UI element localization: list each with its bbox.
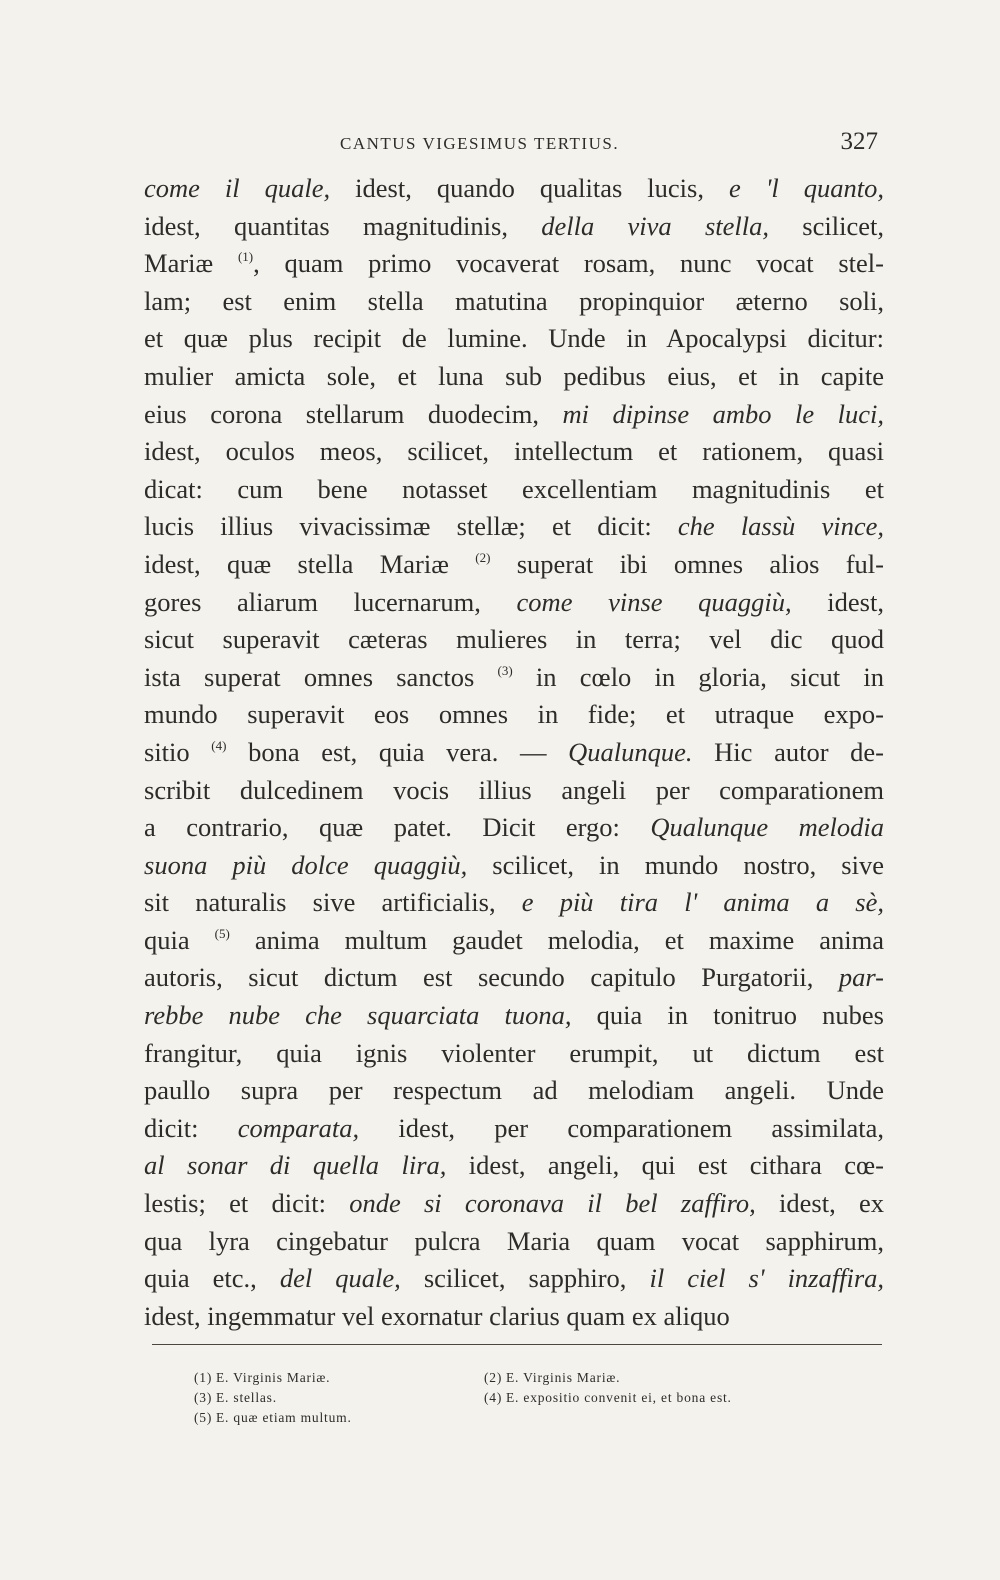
italic-quote: suona più dolce quaggiù,	[144, 849, 468, 880]
footnote-number: (5)	[194, 1410, 213, 1425]
text-run: idest, quæ stella Mariæ	[144, 548, 476, 579]
italic-quote: Qualunque.	[568, 736, 693, 767]
footnote-marker: (5)	[214, 925, 230, 941]
text-line	[144, 959, 884, 997]
text-run: lestis; et dicit:	[144, 1188, 350, 1219]
text-run: idest, angeli, qui est cithara cœ-	[446, 1150, 884, 1181]
text-line	[144, 245, 884, 283]
text-line	[144, 1298, 884, 1336]
text-run: autoris, sicut dictum est secundo capitulo Purgatorii,	[144, 962, 839, 993]
text-line	[144, 772, 884, 810]
footnotes-right-column	[484, 1368, 884, 1408]
commentary-text	[144, 170, 884, 1335]
text-line	[144, 208, 884, 246]
italic-quote: comparata,	[237, 1112, 360, 1143]
text-line	[144, 809, 884, 847]
text-run: sit naturalis sive artificialis,	[144, 887, 522, 918]
text-run: superat ibi omnes alios ful-	[490, 548, 884, 579]
text-run: idest, oculos meos, scilicet, intellectum et rationem, quasi	[144, 436, 884, 467]
text-line	[144, 696, 884, 734]
page-number: 327	[840, 128, 878, 155]
text-line	[144, 734, 884, 772]
italic-quote: del quale,	[279, 1263, 401, 1294]
running-head	[150, 128, 880, 162]
footnote-number: (2)	[484, 1370, 503, 1385]
text-run: anima multum gaudet melodia, et maxime anima	[229, 924, 885, 955]
text-line	[144, 1110, 884, 1148]
text-run: idest, ex	[755, 1188, 884, 1219]
text-line	[144, 1260, 884, 1298]
text-line	[144, 546, 884, 584]
italic-quote: al sonar di quella lira,	[144, 1150, 447, 1181]
text-run: idest, quantitas magnitudinis,	[144, 210, 542, 241]
text-run: lam; est enim stella matutina propinquior æterno soli,	[144, 285, 884, 316]
text-run: scilicet, in mundo nostro, sive	[467, 849, 884, 880]
text-run: eius corona stellarum duodecim,	[144, 398, 563, 429]
text-run: idest, quando qualitas lucis,	[330, 173, 729, 203]
running-title: CANTUS VIGESIMUS TERTIUS.	[340, 134, 620, 153]
footnote-number: (4)	[484, 1390, 503, 1405]
text-run: frangitur, quia ignis violenter erumpit, ut dictum est	[144, 1037, 884, 1068]
text-line	[144, 396, 884, 434]
italic-quote: rebbe nube che squarciata tuona,	[144, 1000, 572, 1031]
text-run: sitio	[144, 736, 212, 767]
text-line	[144, 433, 884, 471]
text-run: mundo superavit eos omnes in fide; et utraque expo-	[144, 699, 884, 730]
italic-quote: che lassù vince,	[677, 511, 884, 542]
text-line	[144, 621, 884, 659]
text-line	[144, 847, 884, 885]
text-line	[144, 320, 884, 358]
italic-quote: il ciel s' inzaffira,	[649, 1263, 885, 1294]
italic-quote: mi dipinse ambo le luci,	[562, 398, 884, 429]
text-run: scribit dulcedinem vocis illius angeli per comparationem	[144, 774, 884, 805]
footnote-text: E. Virginis Mariæ.	[506, 1370, 621, 1385]
text-line	[144, 1072, 884, 1110]
footnote-number: (1)	[194, 1370, 213, 1385]
text-run: paullo supra per respectum ad melodiam angeli. Unde	[144, 1075, 884, 1106]
text-run: dicat: cum bene notasset excellentiam magnitudinis et	[144, 473, 884, 504]
text-run: qua lyra cingebatur pulcra Maria quam vocat sapphirum,	[144, 1225, 884, 1256]
text-run: lucis illius vivacissimæ stellæ; et dicit:	[144, 511, 678, 542]
text-run: in cœlo in gloria, sicut in	[512, 661, 884, 692]
text-run: scilicet,	[769, 210, 884, 241]
text-run: et quæ plus recipit de lumine. Unde in Apocalypsi dicitur:	[144, 323, 884, 354]
text-line	[144, 283, 884, 321]
footnote-number: (3)	[194, 1390, 213, 1405]
italic-quote: Qualunque melodia	[650, 812, 885, 843]
text-line	[144, 471, 884, 509]
text-line	[144, 170, 884, 208]
footnote	[484, 1388, 884, 1408]
text-line	[144, 922, 884, 960]
text-run: bona est, quia vera. —	[226, 736, 569, 767]
text-run: sicut superavit cæteras mulieres in terra; vel dic quod	[144, 624, 884, 655]
text-run: quia	[144, 924, 215, 955]
text-run: Mariæ	[144, 248, 238, 279]
italic-quote: come il quale,	[144, 173, 331, 203]
text-run: Hic autor de-	[692, 736, 884, 767]
footnote-text: E. quæ etiam multum.	[216, 1410, 352, 1425]
text-run: scilicet, sapphiro,	[400, 1263, 650, 1294]
footnote-marker: (1)	[237, 249, 254, 265]
text-line	[144, 358, 884, 396]
footnote-text: E. stellas.	[216, 1390, 277, 1405]
footnote	[194, 1408, 594, 1428]
text-run: a contrario, quæ patet. Dicit ergo:	[144, 812, 651, 843]
footnote-text: E. expositio convenit ei, et bona est.	[506, 1390, 732, 1405]
text-run: dicit:	[144, 1112, 238, 1143]
text-run: gores aliarum lucernarum,	[144, 586, 517, 617]
italic-quote: della viva stella,	[541, 210, 769, 241]
italic-quote: e più tira l' anima a sè,	[521, 887, 884, 918]
text-line	[144, 659, 884, 697]
footnote-marker: (4)	[211, 737, 227, 753]
text-run: mulier amicta sole, et luna sub pedibus eius, et in capite	[144, 360, 884, 391]
footnote-text: E. Virginis Mariæ.	[216, 1370, 331, 1385]
text-line	[144, 1035, 884, 1073]
text-line	[144, 1147, 884, 1185]
text-line	[144, 997, 884, 1035]
text-line	[144, 584, 884, 622]
text-line	[144, 1185, 884, 1223]
text-run: ista superat omnes sanctos	[144, 661, 498, 692]
italic-quote: e 'l quanto,	[728, 173, 885, 203]
italic-quote: onde si coronava il bel zaffiro,	[349, 1188, 756, 1219]
text-run: quia etc.,	[144, 1263, 280, 1294]
text-run: , quam primo vocaverat rosam, nunc vocat stel-	[253, 248, 884, 279]
footnote-marker: (3)	[497, 662, 513, 678]
italic-quote: par-	[838, 962, 884, 993]
text-run: idest, ingemmatur vel exornatur clarius quam ex aliquo	[144, 1300, 730, 1331]
italic-quote: come vinse quaggiù,	[516, 586, 792, 617]
text-line	[144, 508, 884, 546]
text-run: idest,	[791, 586, 884, 617]
footnote-rule	[152, 1344, 882, 1345]
text-line	[144, 884, 884, 922]
text-run: quia in tonitruo nubes	[571, 1000, 884, 1031]
text-run: idest, per comparationem assimilata,	[359, 1112, 885, 1143]
footnote-marker: (2)	[475, 549, 491, 565]
footnote	[484, 1368, 884, 1388]
text-line	[144, 1223, 884, 1261]
